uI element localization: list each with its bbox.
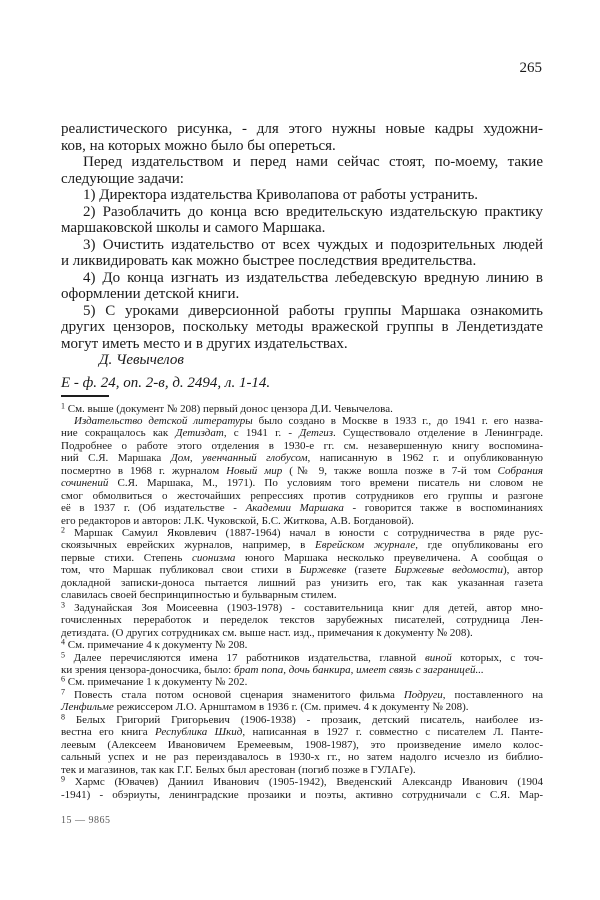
footnote-line [61,789,543,801]
text-segment: , где опубликованы его [415,539,544,552]
footnote-line [61,751,543,763]
text-segment: было создано в Москве в 1933 г., до 1941 г. его назва- [252,414,543,427]
main-text-line [61,138,543,155]
printer-mark: 15 — 9865 [61,815,111,826]
italic-segment: Ленфильме [61,701,114,714]
footnote-line [61,726,543,738]
text-segment: См. примечание 1 к документу № 202. [65,676,248,689]
main-text-line [61,220,543,237]
text-segment: оформлении детской книги. [61,286,240,302]
text-segment: , написанная в 1927 г. совместно с писателем Л. Панте- [242,726,543,739]
footnote-marker: 9 [61,774,65,784]
footnote-marker: 8 [61,712,65,722]
text-segment: , написанную в 1962 г. и опубликованную [307,452,543,465]
footnote-line [61,477,543,489]
text-segment: ки зрения цензора-доносчика, было: [61,664,234,677]
footnote-line [61,676,543,688]
footnote-line [61,614,543,626]
text-segment: (газете [346,564,395,577]
footnote-line [61,415,543,427]
main-text-line [61,319,543,336]
text-segment: реалистического рисунка, - для этого нужны новые кадры художни- [61,121,543,137]
main-text-line [61,270,543,287]
text-segment: вестна его книга [61,726,156,739]
footnote-line [61,440,543,452]
italic-segment: Биржевке [299,564,347,577]
footnote-line [61,552,543,564]
footnote-marker: 4 [61,637,65,647]
main-text-line [61,303,543,320]
main-text-line [61,154,543,171]
footnote-separator [61,395,109,397]
italic-segment: Собрания [497,464,543,477]
italic-segment: Академии Маршака [245,502,344,515]
text-segment: первые стихи. Степень [61,551,192,564]
text-segment: славилась своей беспринципностью и бульварным стилем. [61,589,337,602]
text-segment: 4) До конца изгнать из издательства лебедевскую вредную линию в [83,269,543,286]
italic-segment: сочинений [61,477,109,490]
footnotes [61,403,543,802]
text-segment: сальный успех и не раз переиздавалось в 1930-х гг., но затем надолго исчезло из библио- [61,751,543,764]
footnote-marker: 7 [61,687,65,697]
italic-segment: Е - ф. 24, оп. 2-в, д. 2494, л. 1-14. [61,374,271,391]
footnote-line [61,403,543,415]
footnote-marker: 5 [61,650,65,660]
italic-segment: брат попа, дочь банкира, имеет связь с заграницей... [233,664,484,677]
italic-segment: Республика Шкид [155,726,243,739]
archive-reference-line [61,375,543,392]
footnote-line [61,689,543,701]
text-segment: Задунайская Зоя Моисеевна (1903-1978) - составительница книг для детей, автор мно- [65,601,543,614]
text-segment: Хармс (Ювачев) Даниил Иванович (1905-1942), Введенский Александр Иванович (1904 [65,776,543,789]
text-segment: следующие задачи: [61,170,184,187]
text-segment: 3) Очистить издательство от всех чуждых и подозрительных людей [83,236,543,253]
text-segment: которых, с точ- [451,651,543,664]
text-segment: посмертно в 1968 г. журналом [61,464,227,477]
text-segment: 1) Директора издательства Криволапова от работы устранить. [83,187,479,203]
text-segment: См. примечание 4 к документу № 208. [65,639,248,652]
text-segment: , с 1941 г. - [223,427,300,440]
text-segment: тек и магазинов, так как Г.Г. Белых был арестован (погиб позже в ГУЛАГе). [61,763,416,776]
text-segment: могут иметь место и в других издательствах. [61,335,348,352]
footnote-line [61,452,543,464]
text-segment: Перед издательством и перед нами сейчас стоят, по-моему, такие [83,154,543,170]
main-text-line [61,204,543,221]
text-segment: его редакторов и авторов: Л.К. Чуковской, Б.С. Житкова, А.В. Богдановой). [61,514,414,527]
page-number: 265 [519,60,542,76]
text-segment: том, что Маршак публиковал свои стихи в [61,564,300,577]
footnote-marker: 3 [61,600,65,610]
italic-segment: Д. Чевычелов [99,352,184,368]
archive-reference [61,375,543,392]
signature-line [61,352,543,369]
text-segment: юного Маршака несколько преувеличена. А сообщая о [235,551,543,564]
italic-segment: Детиздат [175,427,224,440]
footnote-line [61,739,543,751]
footnote-line [61,577,543,589]
footnote-line [61,602,543,614]
footnote-line [61,714,543,726]
text-segment: и ликвидировать как можно быстрее последствия вредительства. [61,253,477,269]
footnote-marker: 2 [61,525,65,535]
italic-segment: виной [424,651,452,664]
italic-segment: Дом, увенчанный глобусом [170,452,308,465]
text-segment: детиздата. (О других сотрудниках см. выше наст. изд., примечания к документу № 208). [61,626,473,639]
main-text-line [61,187,543,204]
text-segment: режиссером Л.О. Арнштамом в 1936 г. (См. примеч. 4 к документу № 208). [113,701,469,714]
footnote-marker: 1 [61,401,65,410]
italic-segment: Новый мир [226,464,283,477]
text-segment: -1941) - обэриуты, ленинградские прозаики и поэты, активно сотрудничали с С.Я. Мар- [61,788,543,801]
footnote-line [61,539,543,551]
footnote-line [61,701,543,713]
italic-segment: Еврейском журнале [315,539,416,552]
text-segment: Подробнее о работе этого отделения в 1930-е гг. см. незавершенную книгу воспомина- [61,439,543,452]
text-segment: Далее перечисляются имена 17 работников издательства, главной [65,651,425,664]
text-segment: её в 1937 г. (Об издательстве - [61,502,246,515]
text-segment: , поставленного на [442,688,543,701]
text-segment: Белых Григорий Григорьевич (1906-1938) - прозаик, детский писатель, наиболее из- [65,713,543,726]
text-segment: скоязычных еврейских журналов, например, в [61,539,316,552]
main-text-line [61,286,543,303]
main-text-line [61,237,543,254]
text-segment: леевым (Алексеем Ивановичем Еремеевым, 1908-1987), это произведение имело колос- [61,738,543,751]
text-segment: ), автор [502,564,543,577]
text-segment: ков, на которых можно было бы опереться. [61,137,336,154]
footnote-line [61,776,543,788]
italic-segment: Биржевые ведомости [394,564,503,577]
text-segment: - говорится также в воспоминаниях [343,502,543,515]
italic-segment: Детгиз [299,427,334,440]
text-segment: смог обмолвиться о жесточайших репрессиях против сотрудников его группы и разгоне [61,489,543,502]
text-segment: ний С.Я. Маршака [61,452,171,465]
italic-segment: сионизма [192,551,236,564]
italic-segment: Издательство детской литературы [74,414,253,427]
main-text-line [61,336,543,353]
footnote-line [61,664,543,676]
text-segment: . Существовало отделение в Ленинграде. [333,427,543,440]
main-text-line [61,171,543,188]
footnote-line [61,490,543,502]
text-segment: С.Я. Маршака, М., 1971). По условиям того времени писатель ни словом не [108,477,543,490]
footnote-line [61,465,543,477]
text-segment: докладной записки-доноса пытается лишний раз унизить его, так как указанная газета [61,576,543,589]
footnote-line [61,502,543,514]
text-segment: ние сокращалось как [61,427,176,440]
footnote-line [61,652,543,664]
footnote-line [61,515,543,527]
main-text-line [61,253,543,270]
footnote-line [61,627,543,639]
footnote-line [61,527,543,539]
main-text [61,121,543,369]
main-text-line [61,121,543,138]
text-segment: гочисленных переработок и переделок текстов зарубежных писателей, сотрудница Лен- [61,614,543,627]
footnote-line [61,764,543,776]
footnote-line [61,639,543,651]
text-segment: других цензоров, поскольку методы вражеской группы в Лендетиздате [61,319,543,335]
text-segment: Маршак Самуил Яковлевич (1887-1964) начал в юности с сотрудничества в ряде рус- [65,527,543,540]
text-segment: маршаковской школы и самого Маршака. [61,220,326,236]
text-segment: (№ 9, также вошла позже в 7-й том [282,464,498,477]
footnote-line [61,589,543,601]
footnote-line [61,427,543,439]
text-segment: 2) Разоблачить до конца всю вредительскую издательскую практику [83,203,543,220]
footnote-marker: 6 [61,674,65,684]
text-segment: Повесть стала потом основой сценария знаменитого фильма [65,688,404,701]
text-segment: См. выше (документ № 208) первый донос цензора Д.И. Чевычелова. [65,402,393,415]
italic-segment: Подруги [403,688,443,701]
text-segment: 5) С уроками диверсионной работы группы Маршака ознакомить [83,302,543,319]
footnote-line [61,564,543,576]
